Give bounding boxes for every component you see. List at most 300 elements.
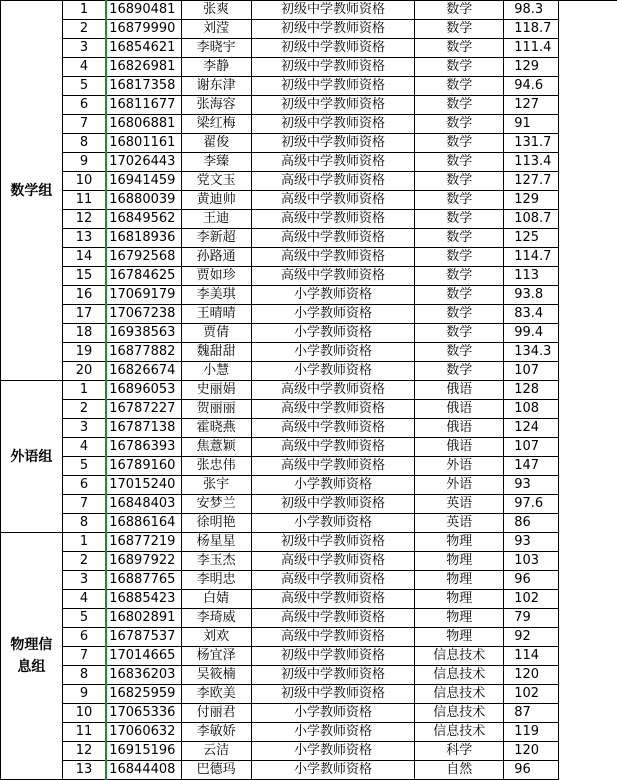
group-name-cell: 数学组 [1,1,63,381]
score-cell: 97.6 [504,495,559,514]
candidate-id-cell: 16787138 [106,419,181,438]
certificate-type-cell: 小学教师资格 [251,704,415,723]
candidate-name-cell: 梁红梅 [181,115,251,134]
subject-cell: 英语 [415,514,504,533]
candidate-id-cell: 16826674 [106,362,181,381]
candidate-id-cell: 17069179 [106,286,181,305]
table-row [1,381,617,400]
row-number-cell: 3 [62,571,106,590]
score-cell: 131.7 [504,134,559,153]
row-number-cell: 11 [62,723,106,742]
candidate-id-cell: 16877219 [106,533,181,552]
row-number-cell: 12 [62,210,106,229]
certificate-type-cell: 高级中学教师资格 [251,229,415,248]
row-number-cell: 5 [62,77,106,96]
candidate-id-cell: 16826981 [106,58,181,77]
subject-cell: 俄语 [415,381,504,400]
empty-margin-cell [559,476,617,495]
row-number-cell: 1 [62,533,106,552]
subject-cell: 物理 [415,552,504,571]
table-row [1,248,617,267]
candidate-id-cell: 16787227 [106,400,181,419]
empty-margin-cell [559,514,617,533]
certificate-type-cell: 小学教师资格 [251,476,415,495]
certificate-type-cell: 小学教师资格 [251,286,415,305]
subject-cell: 数学 [415,248,504,267]
score-cell: 91 [504,115,559,134]
score-cell: 99.4 [504,324,559,343]
score-cell: 94.6 [504,77,559,96]
candidate-name-cell: 翟俊 [181,134,251,153]
score-cell: 129 [504,191,559,210]
candidate-id-cell: 16890481 [106,1,181,20]
score-cell: 119 [504,723,559,742]
table-row [1,324,617,343]
subject-cell: 俄语 [415,400,504,419]
candidate-id-cell: 16877882 [106,343,181,362]
score-cell: 98.3 [504,1,559,20]
subject-cell: 数学 [415,153,504,172]
score-cell: 108 [504,400,559,419]
table-row [1,514,617,533]
row-number-cell: 6 [62,96,106,115]
candidate-id-cell: 16786393 [106,438,181,457]
empty-margin-cell [559,153,617,172]
row-number-cell: 17 [62,305,106,324]
candidate-name-cell: 李晓宇 [181,39,251,58]
table-row [1,134,617,153]
certificate-type-cell: 高级中学教师资格 [251,267,415,286]
score-cell: 79 [504,609,559,628]
row-number-cell: 11 [62,191,106,210]
row-number-cell: 2 [62,552,106,571]
certificate-type-cell: 初级中学教师资格 [251,666,415,685]
subject-cell: 数学 [415,1,504,20]
candidate-name-cell: 魏甜甜 [181,343,251,362]
empty-margin-cell [559,210,617,229]
candidate-name-cell: 王晴晴 [181,305,251,324]
empty-margin-cell [559,647,617,666]
certificate-type-cell: 高级中学教师资格 [251,419,415,438]
table-row [1,438,617,457]
score-cell: 108.7 [504,210,559,229]
empty-margin-cell [559,457,617,476]
certificate-type-cell: 高级中学教师资格 [251,191,415,210]
candidate-id-cell: 16784625 [106,267,181,286]
row-number-cell: 5 [62,457,106,476]
candidate-name-cell: 李臻 [181,153,251,172]
row-number-cell: 19 [62,343,106,362]
empty-margin-cell [559,400,617,419]
candidate-name-cell: 谢东津 [181,77,251,96]
subject-cell: 数学 [415,191,504,210]
empty-margin-cell [559,20,617,39]
candidate-name-cell: 史丽娟 [181,381,251,400]
candidate-id-cell: 16818936 [106,229,181,248]
table-row [1,286,617,305]
candidate-id-cell: 16825959 [106,685,181,704]
score-cell: 96 [504,761,559,780]
certificate-type-cell: 初级中学教师资格 [251,77,415,96]
candidate-id-cell: 16848403 [106,495,181,514]
certificate-type-cell: 高级中学教师资格 [251,400,415,419]
row-number-cell: 14 [62,248,106,267]
subject-cell: 数学 [415,229,504,248]
score-cell: 127 [504,96,559,115]
table-row [1,20,617,39]
certificate-type-cell: 小学教师资格 [251,324,415,343]
certificate-type-cell: 小学教师资格 [251,362,415,381]
subject-cell: 信息技术 [415,723,504,742]
empty-margin-cell [559,704,617,723]
score-cell: 147 [504,457,559,476]
row-number-cell: 13 [62,229,106,248]
empty-margin-cell [559,39,617,58]
subject-cell: 外语 [415,457,504,476]
empty-margin-cell [559,305,617,324]
empty-margin-cell [559,286,617,305]
subject-cell: 数学 [415,39,504,58]
group-name-cell: 外语组 [1,381,63,533]
subject-cell: 物理 [415,533,504,552]
subject-cell: 信息技术 [415,647,504,666]
certificate-type-cell: 小学教师资格 [251,343,415,362]
candidate-name-cell: 付丽君 [181,704,251,723]
candidate-id-cell: 17060632 [106,723,181,742]
row-number-cell: 13 [62,761,106,780]
subject-cell: 信息技术 [415,685,504,704]
certificate-type-cell: 小学教师资格 [251,742,415,761]
table-row [1,400,617,419]
empty-margin-cell [559,1,617,20]
subject-cell: 信息技术 [415,704,504,723]
subject-cell: 数学 [415,115,504,134]
certificate-type-cell: 高级中学教师资格 [251,172,415,191]
candidate-name-cell: 杨星星 [181,533,251,552]
subject-cell: 数学 [415,210,504,229]
score-cell: 103 [504,552,559,571]
candidate-id-cell: 16897922 [106,552,181,571]
subject-cell: 科学 [415,742,504,761]
candidate-name-cell: 徐明艳 [181,514,251,533]
score-cell: 96 [504,571,559,590]
table-row [1,96,617,115]
score-cell: 120 [504,742,559,761]
row-number-cell: 7 [62,495,106,514]
candidate-id-cell: 16887765 [106,571,181,590]
score-cell: 102 [504,590,559,609]
row-number-cell: 12 [62,742,106,761]
certificate-type-cell: 初级中学教师资格 [251,58,415,77]
candidate-name-cell: 李明忠 [181,571,251,590]
empty-margin-cell [559,609,617,628]
subject-cell: 数学 [415,324,504,343]
candidate-id-cell: 17026443 [106,153,181,172]
score-cell: 93 [504,533,559,552]
subject-cell: 数学 [415,20,504,39]
empty-margin-cell [559,362,617,381]
certificate-type-cell: 初级中学教师资格 [251,685,415,704]
candidate-id-cell: 16836203 [106,666,181,685]
empty-margin-cell [559,495,617,514]
score-cell: 114 [504,647,559,666]
row-number-cell: 2 [62,20,106,39]
candidate-name-cell: 巴德玛 [181,761,251,780]
certificate-type-cell: 高级中学教师资格 [251,153,415,172]
row-number-cell: 2 [62,400,106,419]
empty-margin-cell [559,685,617,704]
candidate-id-cell: 17014665 [106,647,181,666]
certificate-type-cell: 初级中学教师资格 [251,134,415,153]
empty-margin-cell [559,666,617,685]
empty-margin-cell [559,248,617,267]
row-number-cell: 5 [62,609,106,628]
candidate-id-cell: 16849562 [106,210,181,229]
row-number-cell: 9 [62,685,106,704]
subject-cell: 数学 [415,58,504,77]
score-cell: 118.7 [504,20,559,39]
score-cell: 127.7 [504,172,559,191]
subject-cell: 数学 [415,362,504,381]
candidate-name-cell: 党文玉 [181,172,251,191]
certificate-type-cell: 高级中学教师资格 [251,628,415,647]
candidate-name-cell: 李欧美 [181,685,251,704]
table-row [1,172,617,191]
empty-margin-cell [559,96,617,115]
table-row [1,628,617,647]
score-cell: 134.3 [504,343,559,362]
table-row [1,666,617,685]
score-cell: 114.7 [504,248,559,267]
score-cell: 128 [504,381,559,400]
group-name-cell: 物理信息组 [1,533,63,780]
table-row [1,153,617,172]
certificate-type-cell: 小学教师资格 [251,761,415,780]
table-row [1,229,617,248]
candidate-name-cell: 焦薏颖 [181,438,251,457]
score-cell: 102 [504,685,559,704]
candidate-name-cell: 刘欢 [181,628,251,647]
certificate-type-cell: 小学教师资格 [251,514,415,533]
score-cell: 87 [504,704,559,723]
table-row [1,647,617,666]
empty-margin-cell [559,229,617,248]
table-row [1,58,617,77]
candidate-name-cell: 孙路通 [181,248,251,267]
table-row [1,552,617,571]
candidate-name-cell: 杨宜泽 [181,647,251,666]
candidate-id-cell: 16885423 [106,590,181,609]
candidate-id-cell: 17015240 [106,476,181,495]
score-cell: 107 [504,362,559,381]
subject-cell: 物理 [415,590,504,609]
table-row [1,115,617,134]
certificate-type-cell: 高级中学教师资格 [251,248,415,267]
certificate-type-cell: 高级中学教师资格 [251,590,415,609]
certificate-type-cell: 高级中学教师资格 [251,381,415,400]
table-row [1,571,617,590]
score-cell: 120 [504,666,559,685]
candidate-id-cell: 16817358 [106,77,181,96]
candidate-name-cell: 小慧 [181,362,251,381]
empty-margin-cell [559,172,617,191]
candidate-name-cell: 张爽 [181,1,251,20]
candidate-id-cell: 16915196 [106,742,181,761]
candidate-name-cell: 安梦兰 [181,495,251,514]
empty-margin-cell [559,742,617,761]
table-row [1,210,617,229]
candidate-name-cell: 张忠伟 [181,457,251,476]
table-row [1,609,617,628]
table-row [1,77,617,96]
table-row [1,476,617,495]
row-number-cell: 15 [62,267,106,286]
table-row [1,362,617,381]
table-row [1,419,617,438]
empty-margin-cell [559,723,617,742]
row-number-cell: 10 [62,704,106,723]
table-row [1,495,617,514]
row-number-cell: 9 [62,153,106,172]
subject-cell: 外语 [415,476,504,495]
subject-cell: 数学 [415,286,504,305]
candidate-id-cell: 16886164 [106,514,181,533]
table-row [1,685,617,704]
row-number-cell: 4 [62,590,106,609]
score-cell: 83.4 [504,305,559,324]
candidate-id-cell: 16938563 [106,324,181,343]
candidate-id-cell: 17065336 [106,704,181,723]
score-cell: 111.4 [504,39,559,58]
candidate-name-cell: 吴筱楠 [181,666,251,685]
table-row [1,191,617,210]
candidate-name-cell: 王迪 [181,210,251,229]
certificate-type-cell: 初级中学教师资格 [251,20,415,39]
table-row [1,343,617,362]
candidate-id-cell: 16854621 [106,39,181,58]
row-number-cell: 8 [62,134,106,153]
table-row [1,1,617,20]
subject-cell: 物理 [415,609,504,628]
candidate-id-cell: 16787537 [106,628,181,647]
certificate-type-cell: 高级中学教师资格 [251,571,415,590]
subject-cell: 俄语 [415,438,504,457]
empty-margin-cell [559,267,617,286]
table-row [1,761,617,780]
table-row [1,305,617,324]
subject-cell: 数学 [415,343,504,362]
empty-margin-cell [559,381,617,400]
candidate-id-cell: 16802891 [106,609,181,628]
table-row [1,704,617,723]
table-row [1,457,617,476]
row-number-cell: 18 [62,324,106,343]
empty-margin-cell [559,533,617,552]
candidate-name-cell: 李敏娇 [181,723,251,742]
score-cell: 93 [504,476,559,495]
empty-margin-cell [559,571,617,590]
row-number-cell: 20 [62,362,106,381]
table-row [1,533,617,552]
subject-cell: 数学 [415,305,504,324]
candidate-id-cell: 16844408 [106,761,181,780]
candidate-id-cell: 16879990 [106,20,181,39]
certificate-type-cell: 初级中学教师资格 [251,96,415,115]
empty-margin-cell [559,324,617,343]
row-number-cell: 8 [62,514,106,533]
subject-cell: 物理 [415,571,504,590]
certificate-type-cell: 初级中学教师资格 [251,495,415,514]
table-row [1,267,617,286]
candidate-id-cell: 16806881 [106,115,181,134]
subject-cell: 信息技术 [415,666,504,685]
subject-cell: 数学 [415,267,504,286]
candidate-id-cell: 16896053 [106,381,181,400]
candidate-name-cell: 李静 [181,58,251,77]
row-number-cell: 6 [62,476,106,495]
empty-margin-cell [559,115,617,134]
score-cell: 125 [504,229,559,248]
candidate-id-cell: 16811677 [106,96,181,115]
certificate-type-cell: 初级中学教师资格 [251,647,415,666]
candidate-name-cell: 贾倩 [181,324,251,343]
subject-cell: 俄语 [415,419,504,438]
score-cell: 124 [504,419,559,438]
subject-cell: 数学 [415,134,504,153]
subject-cell: 自然 [415,761,504,780]
row-number-cell: 16 [62,286,106,305]
row-number-cell: 7 [62,115,106,134]
table-row [1,590,617,609]
candidate-name-cell: 李玉杰 [181,552,251,571]
empty-margin-cell [559,419,617,438]
empty-margin-cell [559,590,617,609]
score-cell: 93.8 [504,286,559,305]
candidate-name-cell: 张宇 [181,476,251,495]
certificate-type-cell: 小学教师资格 [251,723,415,742]
certificate-type-cell: 初级中学教师资格 [251,533,415,552]
candidate-name-cell: 霍晓燕 [181,419,251,438]
subject-cell: 英语 [415,495,504,514]
subject-cell: 数学 [415,77,504,96]
candidate-name-cell: 黄迪帅 [181,191,251,210]
row-number-cell: 3 [62,39,106,58]
empty-margin-cell [559,552,617,571]
candidate-name-cell: 白婧 [181,590,251,609]
certificate-type-cell: 高级中学教师资格 [251,438,415,457]
table-row [1,742,617,761]
candidate-name-cell: 贺丽丽 [181,400,251,419]
subject-cell: 数学 [415,96,504,115]
candidate-id-cell: 16880039 [106,191,181,210]
row-number-cell: 1 [62,381,106,400]
empty-margin-cell [559,343,617,362]
certificate-type-cell: 高级中学教师资格 [251,457,415,476]
certificate-type-cell: 小学教师资格 [251,305,415,324]
certificate-type-cell: 高级中学教师资格 [251,552,415,571]
empty-margin-cell [559,438,617,457]
empty-margin-cell [559,77,617,96]
row-number-cell: 7 [62,647,106,666]
empty-margin-cell [559,628,617,647]
candidate-id-cell: 16789160 [106,457,181,476]
candidate-id-cell: 16792568 [106,248,181,267]
certificate-type-cell: 初级中学教师资格 [251,115,415,134]
candidate-id-cell: 16941459 [106,172,181,191]
candidate-name-cell: 云洁 [181,742,251,761]
row-number-cell: 1 [62,1,106,20]
candidate-id-cell: 17067238 [106,305,181,324]
